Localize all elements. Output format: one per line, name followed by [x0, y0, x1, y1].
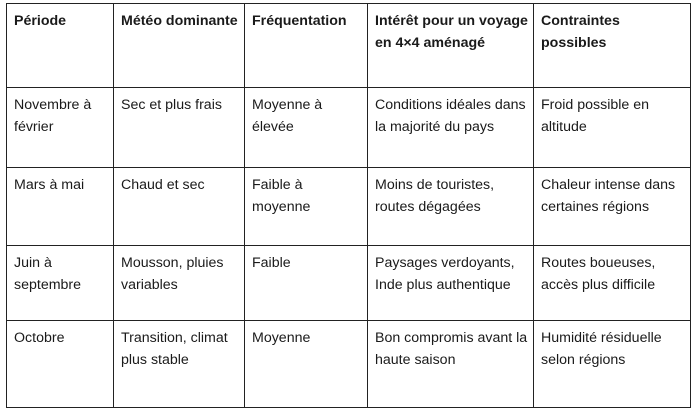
header-contraintes: Contraintes possibles [534, 4, 691, 88]
header-periode: Période [7, 4, 114, 88]
cell-meteo: Transition, climat plus stable [114, 321, 245, 408]
season-table [6, 3, 691, 408]
cell-periode: Novembre à février [7, 88, 114, 168]
table-header-row [7, 4, 691, 88]
cell-contraintes: Humidité résiduelle selon régions [534, 321, 691, 408]
cell-meteo: Sec et plus frais [114, 88, 245, 168]
header-frequentation: Fréquentation [245, 4, 368, 88]
table-row [7, 246, 691, 321]
cell-interet: Bon compromis avant la haute saison [368, 321, 534, 408]
cell-frequentation: Faible [245, 246, 368, 321]
cell-interet: Moins de touristes, routes dégagées [368, 168, 534, 246]
cell-interet: Paysages verdoyants, Inde plus authentique [368, 246, 534, 321]
table-row [7, 321, 691, 408]
cell-interet: Conditions idéales dans la majorité du pays [368, 88, 534, 168]
cell-periode: Octobre [7, 321, 114, 408]
header-interet: Intérêt pour un voyage en 4×4 aménagé [368, 4, 534, 88]
cell-frequentation: Faible à moyenne [245, 168, 368, 246]
cell-meteo: Chaud et sec [114, 168, 245, 246]
cell-periode: Mars à mai [7, 168, 114, 246]
cell-contraintes: Routes boueuses, accès plus difficile [534, 246, 691, 321]
cell-meteo: Mousson, pluies variables [114, 246, 245, 321]
cell-contraintes: Chaleur intense dans certaines régions [534, 168, 691, 246]
cell-periode: Juin à septembre [7, 246, 114, 321]
table-row [7, 168, 691, 246]
table-row [7, 88, 691, 168]
cell-frequentation: Moyenne [245, 321, 368, 408]
header-meteo: Météo dominante [114, 4, 245, 88]
cell-frequentation: Moyenne à élevée [245, 88, 368, 168]
cell-contraintes: Froid possible en altitude [534, 88, 691, 168]
